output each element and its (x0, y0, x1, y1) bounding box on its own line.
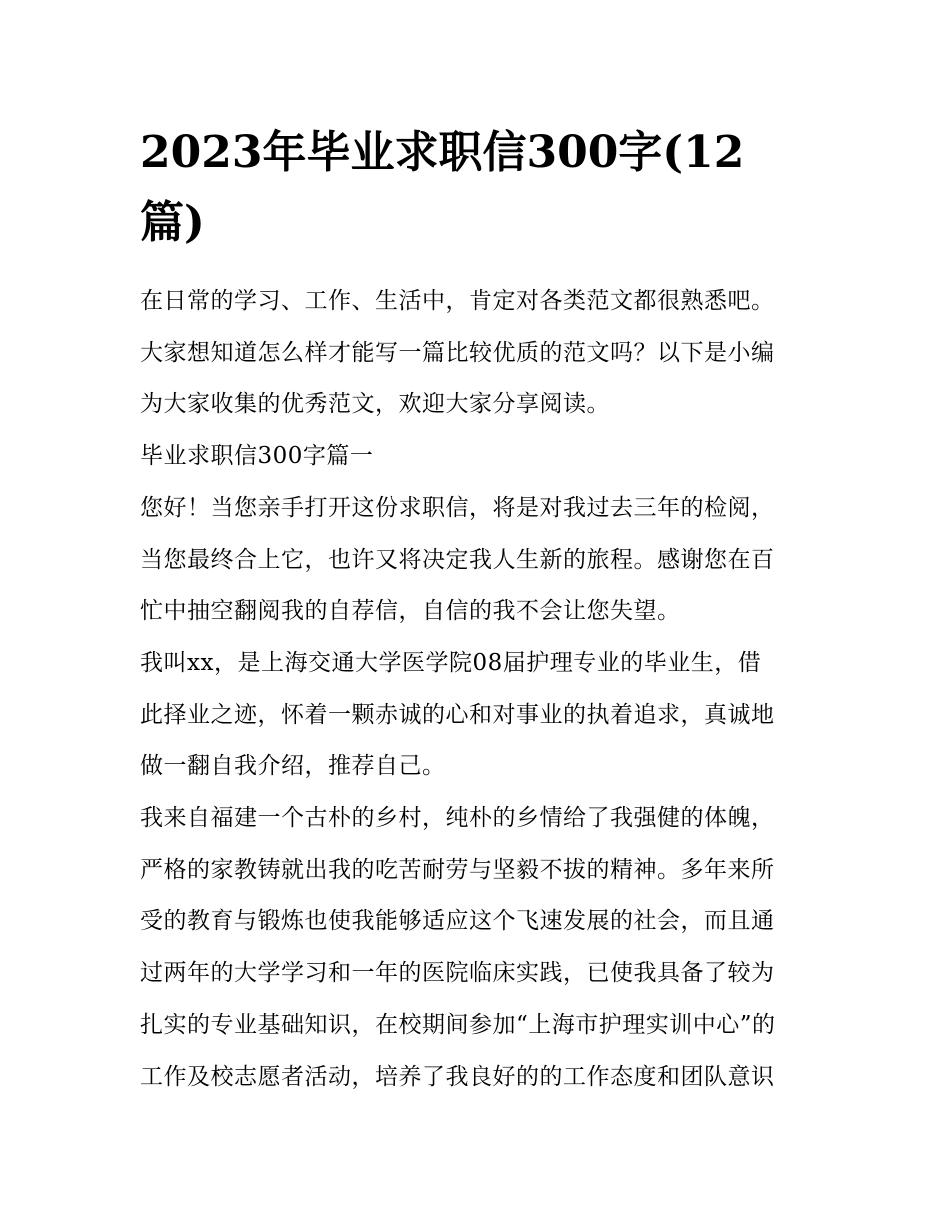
intro-paragraph (140, 276, 812, 431)
text-line: 为大家收集的优秀范文，欢迎大家分享阅读。 (140, 391, 610, 418)
body-paragraph (140, 638, 812, 793)
section-heading (140, 431, 812, 483)
text-line: 工作及校志愿者活动，培养了我良好的的工作态度和团队意识 (140, 1063, 775, 1090)
text-line: 忙中抽空翻阅我的自荐信，自信的我不会让您失望。 (140, 598, 681, 625)
text-line: 过两年的大学学习和一年的医院临床实践，已使我具备了较为 (140, 960, 775, 987)
text-line: 在日常的学习、工作、生活中，肯定对各类范文都很熟悉吧。 (140, 288, 775, 314)
text-line: 毕业求职信300字篇一 (140, 443, 374, 470)
text-line: 我来自福建一个古朴的乡村，纯朴的乡情给了我强健的体魄， (140, 805, 775, 832)
text-line: 受的教育与锻炼也使我能够适应这个飞速发展的社会，而且通 (140, 908, 775, 935)
document-body (140, 118, 812, 1103)
text-line: 做一翻自我介绍，推荐自己。 (140, 753, 446, 780)
text-line: 大家想知道怎么样才能写一篇比较优质的范文吗？以下是小编 (140, 339, 775, 366)
text-line: 当您最终合上它，也许又将决定我人生新的旅程。感谢您在百 (140, 546, 775, 573)
body-paragraph (140, 483, 812, 638)
title-line: 篇) (140, 197, 205, 248)
title-line: 2023年毕业求职信300字(12 (140, 127, 745, 178)
text-line: 严格的家教铸就出我的吃苦耐劳与坚毅不拔的精神。多年来所 (140, 856, 775, 883)
text-line: 扎实的专业基础知识，在校期间参加“上海市护理实训中心”的 (140, 1011, 776, 1038)
text-line: 此择业之迹，怀着一颗赤诚的心和对事业的执着追求，真诚地 (140, 701, 775, 728)
text-line: 我叫xx，是上海交通大学医学院08届护理专业的毕业生，借 (140, 649, 762, 676)
body-paragraph (140, 793, 812, 1103)
document-title (140, 118, 812, 258)
text-line: 您好！当您亲手打开这份求职信，将是对我过去三年的检阅， (140, 494, 775, 521)
